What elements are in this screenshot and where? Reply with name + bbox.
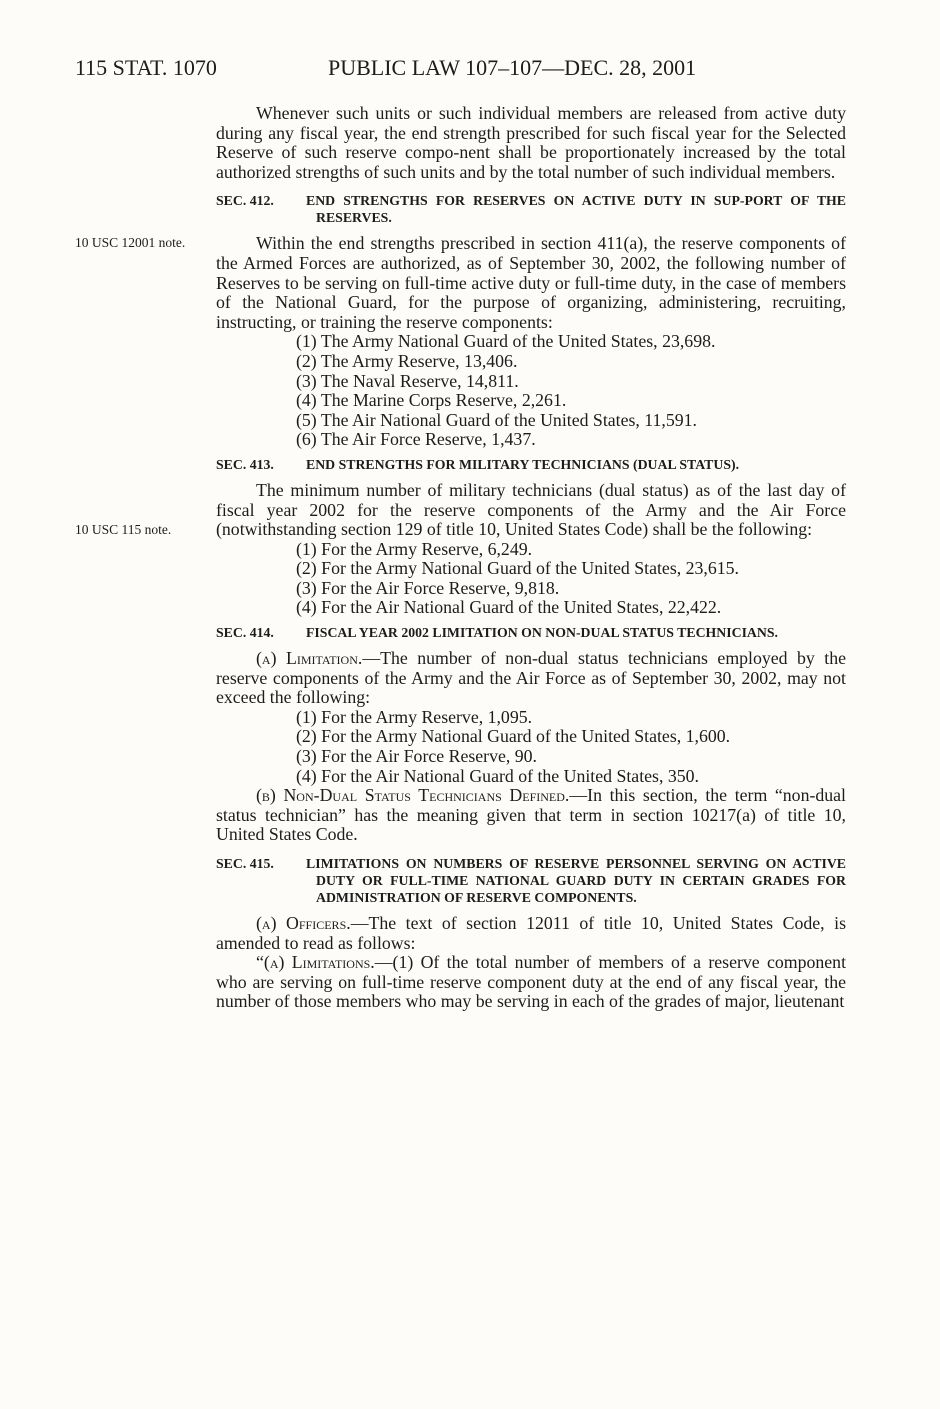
section-title: LIMITATIONS ON NUMBERS OF RESERVE PERSONNEL SERVING ON ACTIVE DUTY OR FULL-TIME NATIONAL GUARD DUTY IN CERTAIN GRADES FOR ADMINISTRATION OF RESERVE COMPONENTS.	[306, 856, 846, 905]
subsection-heading: (a) Officers.	[256, 913, 351, 933]
section-heading-414	[216, 624, 846, 641]
stat-citation: 115 STAT. 1070	[75, 55, 217, 80]
subsection-heading: (b) Non-Dual Status Technicians Defined.	[256, 785, 570, 806]
section-title: END STRENGTHS FOR MILITARY TECHNICIANS (DUAL STATUS).	[306, 456, 740, 472]
list-item: (3) For the Air Force Reserve, 9,818.	[296, 577, 560, 598]
section-heading-415	[216, 855, 846, 906]
subsection-heading: (a) Limitation.	[256, 648, 363, 669]
quoted-text: —(1) Of the total number of members of a reserve component who are serving on full-time reserve component duty at the end of any fiscal year, the number of those members who may be serving in each of the grades of major, lieutenant	[216, 952, 847, 1012]
list-item: (2) The Army Reserve, 13,406.	[296, 350, 518, 371]
section-number: SEC. 414.	[216, 625, 274, 641]
list-item: (1) The Army National Guard of the United States, 23,698.	[296, 331, 716, 352]
public-law-title: PUBLIC LAW 107–107—DEC. 28, 2001	[328, 55, 697, 80]
section-number: SEC. 412.	[216, 193, 274, 209]
list-item: (1) For the Army Reserve, 6,249.	[296, 538, 533, 559]
subsection-a	[216, 649, 846, 708]
subsection-text: —The number of non-dual status technicians employed by the reserve components of the Army and the Air Force as of September 30, 2002, may not exceed the following:	[216, 648, 846, 708]
subsection-b	[216, 786, 846, 845]
quoted-heading: “(a) Limitations.	[256, 952, 375, 973]
section-413-text: The minimum number of military technicians (dual status) as of the last day of fiscal year 2002 for the reserve components of the Army and the Air Force (notwithstanding section 129 of title 10, United States Code) shall be the following:	[216, 479, 846, 540]
list-item: (2) For the Army National Guard of the United States, 1,600.	[296, 726, 731, 747]
section-number: SEC. 415.	[216, 856, 274, 871]
page-header	[75, 55, 875, 85]
section-title: END STRENGTHS FOR RESERVES ON ACTIVE DUTY IN SUP-PORT OF THE RESERVES.	[306, 193, 846, 226]
list-item: (4) The Marine Corps Reserve, 2,261.	[296, 390, 567, 411]
section-412-text: Within the end strengths prescribed in section 411(a), the reserve components of the Armed Forces are authorized, as of September 30, 2002, the following number of Reserves to be serving on full-time active duty or full-time duty, in the case of members of the National Guard, for the purpose of organizing, administering, recruiting, instructing, or training the reserve components:	[216, 233, 846, 332]
section-heading-412	[216, 192, 846, 226]
section-title: FISCAL YEAR 2002 LIMITATION ON NON-DUAL STATUS TECHNICIANS.	[306, 625, 778, 641]
list-item: (1) For the Army Reserve, 1,095.	[296, 706, 533, 727]
quoted-subsection	[216, 953, 846, 1012]
list-item: (5) The Air National Guard of the United States, 11,591.	[296, 409, 697, 430]
margin-note-sec412: 10 USC 12001 note.	[75, 235, 186, 250]
list-item: (3) For the Air Force Reserve, 90.	[296, 746, 537, 767]
section-heading-413	[216, 456, 846, 473]
subsection-a	[216, 914, 846, 953]
subsection-text: —In this section, the term “non-dual status technician” has the meaning given that term in section 10217(a) of title 10, United States Code.	[216, 785, 846, 845]
list-item: (6) The Air Force Reserve, 1,437.	[296, 429, 536, 450]
list-item: (2) For the Army National Guard of the United States, 23,615.	[296, 558, 739, 579]
list-item: (4) For the Air National Guard of the United States, 22,422.	[296, 597, 722, 618]
subsection-text: —The text of section 12011 of title 10, United States Code, is amended to read as follows:	[216, 913, 846, 953]
section-number: SEC. 413.	[216, 456, 274, 472]
document-body	[216, 104, 846, 1012]
margin-note-sec413: 10 USC 115 note.	[75, 522, 172, 537]
list-item: (4) For the Air National Guard of the United States, 350.	[296, 765, 699, 786]
intro-paragraph: Whenever such units or such individual members are released from active duty during any fiscal year, the end strength prescribed for such fiscal year for the Selected Reserve of such reserve compo-nent shall be proportionately increased by the total authorized strengths of such units and by the total number of such individual members.	[216, 103, 846, 182]
list-item: (3) The Naval Reserve, 14,811.	[296, 370, 519, 391]
